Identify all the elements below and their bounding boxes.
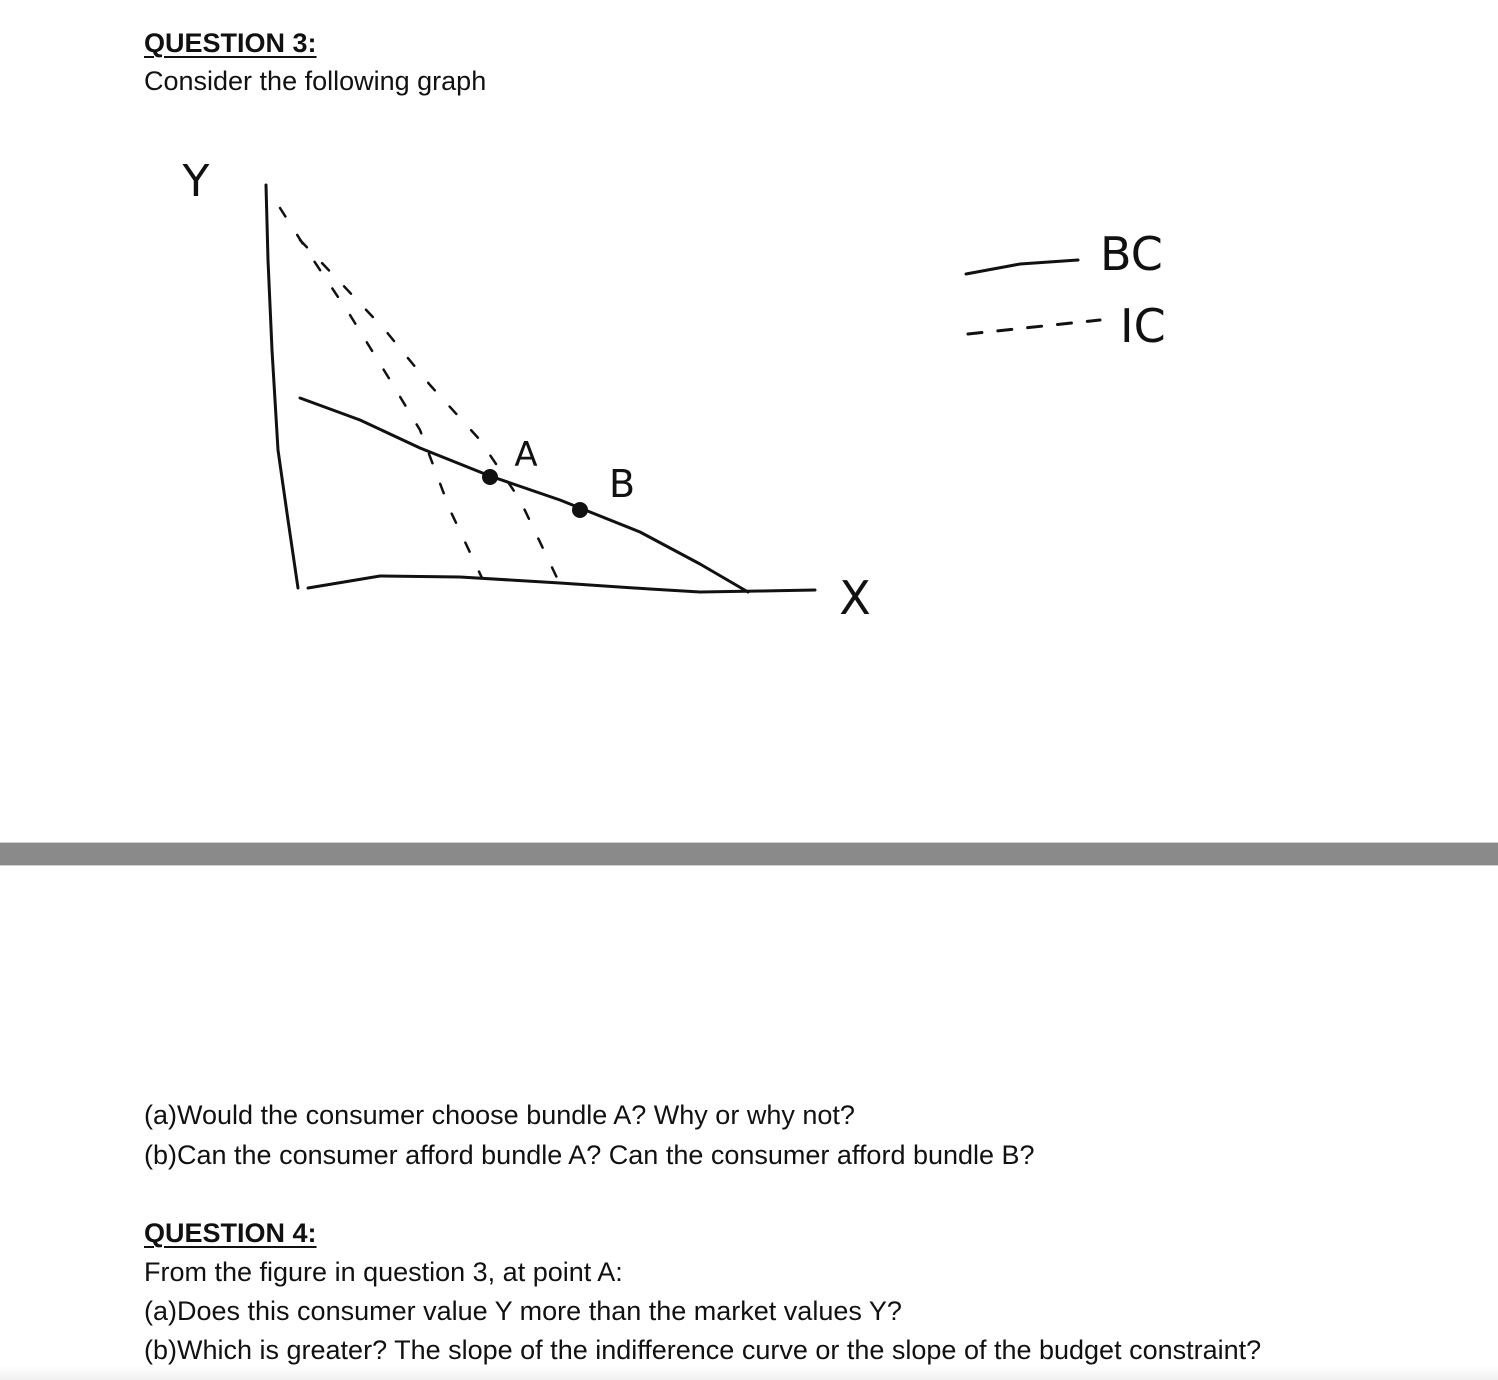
- question-3-intro: Consider the following graph: [144, 66, 487, 96]
- question-4-part-a: (a)Does this consumer value Y more than the market values Y?: [144, 1296, 902, 1326]
- legend-solid-sample: [966, 260, 1078, 274]
- indifference-curve-1: [280, 208, 482, 578]
- point-b-label: B: [608, 462, 636, 506]
- question-4-part-b: (b)Which is greater? The slope of the indifference curve or the slope of the budget constraint?: [144, 1335, 1262, 1365]
- bundle-a-point: [482, 469, 498, 485]
- indifference-curve-2: [300, 240, 558, 580]
- legend-bc-label: BC: [1100, 227, 1163, 281]
- y-axis-label: Y: [182, 156, 210, 207]
- page-bottom-shadow: [0, 1366, 1498, 1380]
- question-3-heading: QUESTION 3:: [144, 28, 317, 58]
- question-3-part-b: (b)Can the consumer afford bundle A? Can the consumer afford bundle B?: [144, 1140, 1035, 1170]
- question-4-intro: From the figure in question 3, at point A:: [144, 1257, 623, 1287]
- bundle-b-point: [572, 502, 588, 518]
- point-a-label: A: [514, 435, 538, 475]
- y-axis: [266, 185, 298, 588]
- x-axis-label: X: [839, 571, 871, 625]
- x-axis: [308, 576, 815, 592]
- budget-constraint-line: [300, 398, 748, 592]
- page-separator: [0, 838, 1498, 868]
- graph-legend: [966, 227, 1166, 353]
- question-3-part-a: (a)Would the consumer choose bundle A? Why or why not?: [144, 1100, 855, 1130]
- legend-dashed-sample: [968, 320, 1100, 334]
- question-4-heading: QUESTION 4:: [144, 1218, 317, 1248]
- legend-ic-label: IC: [1120, 299, 1166, 353]
- page-separator-bar: [0, 842, 1498, 866]
